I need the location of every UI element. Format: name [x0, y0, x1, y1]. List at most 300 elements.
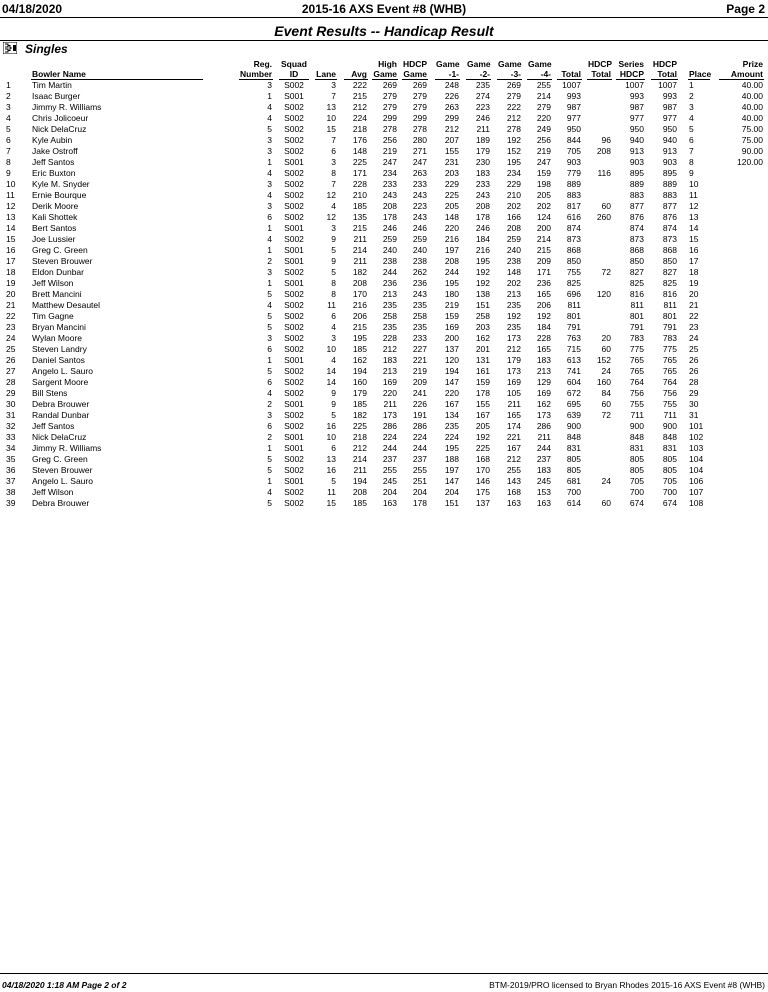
cell-avg: 179 — [352, 388, 367, 398]
table-row — [0, 201, 768, 212]
cell-name: Jeff Santos — [32, 421, 75, 431]
cell-reg: 1 — [267, 245, 272, 255]
report-footer — [0, 973, 768, 992]
column-header-hdcp_total-1: HDCP — [588, 59, 613, 69]
cell-squad: S002 — [284, 267, 304, 277]
table-row — [0, 157, 768, 168]
cell-avg: 225 — [352, 421, 367, 431]
cell-reg: 5 — [267, 454, 272, 464]
cell-g4: 214 — [536, 234, 551, 244]
cell-hdcp_total2: 874 — [662, 223, 677, 233]
cell-high: 169 — [382, 377, 397, 387]
column-header-prize-2: Amount — [730, 69, 763, 79]
cell-name: Kyle M. Snyder — [32, 179, 90, 189]
cell-g1: 204 — [444, 487, 459, 497]
cell-series_hdcp: 889 — [629, 179, 644, 189]
cell-g2: 137 — [475, 498, 490, 508]
cell-high: 208 — [382, 201, 397, 211]
cell-total: 613 — [566, 355, 581, 365]
cell-hdcp_game: 244 — [412, 443, 427, 453]
cell-g4: 198 — [536, 179, 551, 189]
cell-name: Isaac Burger — [32, 91, 81, 101]
cell-g1: 263 — [444, 102, 459, 112]
cell-hdcp_game: 278 — [412, 124, 427, 134]
cell-squad: S002 — [284, 201, 304, 211]
cell-squad: S002 — [284, 135, 304, 145]
cell-avg: 185 — [352, 201, 367, 211]
cell-squad: S002 — [284, 124, 304, 134]
cell-high: 240 — [382, 245, 397, 255]
cell-g4: 236 — [536, 278, 551, 288]
cell-high: 245 — [382, 476, 397, 486]
cell-g4: 129 — [536, 377, 551, 387]
cell-g4: 256 — [536, 135, 551, 145]
cell-total: 805 — [566, 465, 581, 475]
cell-g1: 197 — [444, 245, 459, 255]
cell-series_hdcp: 805 — [629, 465, 644, 475]
cell-place: 14 — [689, 223, 699, 233]
cell-hdcp_total2: 775 — [662, 344, 677, 354]
cell-g1: 212 — [444, 124, 459, 134]
cell-num: 36 — [6, 465, 16, 475]
cell-total: 715 — [566, 344, 581, 354]
cell-total: 681 — [566, 476, 581, 486]
cell-num: 5 — [6, 124, 11, 134]
cell-g2: 235 — [475, 80, 490, 90]
cell-hdcp_total2: 801 — [662, 311, 677, 321]
cell-g1: 235 — [444, 421, 459, 431]
cell-total: 883 — [566, 190, 581, 200]
cell-g2: 178 — [475, 388, 490, 398]
cell-hdcp_total2: 705 — [662, 476, 677, 486]
cell-place: 20 — [689, 289, 699, 299]
cell-hdcp_total2: 940 — [662, 135, 677, 145]
column-header-hdcp_total2-2: Total — [657, 69, 677, 79]
cell-g4: 165 — [536, 289, 551, 299]
table-row — [0, 124, 768, 135]
cell-num: 7 — [6, 146, 11, 156]
table-row — [0, 278, 768, 289]
cell-lane: 14 — [326, 366, 336, 376]
cell-avg: 214 — [352, 245, 367, 255]
cell-place: 103 — [689, 443, 704, 453]
cell-high: 237 — [382, 454, 397, 464]
cell-reg: 1 — [267, 157, 272, 167]
cell-total: 900 — [566, 421, 581, 431]
cell-g2: 243 — [475, 190, 490, 200]
cell-place: 4 — [689, 113, 694, 123]
cell-series_hdcp: 1007 — [625, 80, 644, 90]
cell-g3: 259 — [506, 234, 521, 244]
cell-name: Angelo L. Sauro — [32, 476, 93, 486]
cell-g3: 192 — [506, 311, 521, 321]
cell-reg: 2 — [267, 399, 272, 409]
cell-lane: 11 — [327, 487, 336, 497]
cell-series_hdcp: 900 — [629, 421, 644, 431]
cell-hdcp_total2: 848 — [662, 432, 677, 442]
cell-squad: S001 — [284, 245, 304, 255]
cell-num: 12 — [6, 201, 16, 211]
cell-squad: S002 — [284, 113, 304, 123]
cell-avg: 194 — [352, 366, 367, 376]
cell-g1: 203 — [444, 168, 459, 178]
cell-reg: 3 — [267, 333, 272, 343]
cell-g1: 248 — [444, 80, 459, 90]
cell-hdcp_game: 246 — [412, 223, 427, 233]
cell-g4: 202 — [536, 201, 551, 211]
cell-high: 278 — [382, 124, 397, 134]
cell-name: Brett Mancini — [32, 289, 82, 299]
cell-name: Greg C. Green — [32, 245, 88, 255]
cell-avg: 148 — [352, 146, 367, 156]
cell-name: Bert Santos — [32, 223, 77, 233]
cell-hdcp_game: 238 — [412, 256, 427, 266]
cell-place: 6 — [689, 135, 694, 145]
cell-avg: 208 — [352, 487, 367, 497]
column-header-hdcp_total-2: Total — [591, 69, 611, 79]
cell-total: 873 — [566, 234, 581, 244]
cell-g4: 200 — [536, 223, 551, 233]
cell-high: 246 — [382, 223, 397, 233]
cell-g4: 215 — [536, 245, 551, 255]
cell-g1: 219 — [444, 300, 459, 310]
cell-hdcp_total: 152 — [596, 355, 611, 365]
table-row — [0, 487, 768, 498]
cell-series_hdcp: 755 — [629, 399, 644, 409]
table-row — [0, 322, 768, 333]
cell-squad: S001 — [284, 91, 304, 101]
cell-hdcp_total: 96 — [601, 135, 611, 145]
cell-hdcp_game: 262 — [412, 267, 427, 277]
cell-avg: 182 — [352, 267, 367, 277]
cell-name: Steven Landry — [32, 344, 87, 354]
cell-place: 25 — [689, 344, 699, 354]
cell-series_hdcp: 877 — [629, 201, 644, 211]
cell-squad: S002 — [284, 300, 304, 310]
cell-g1: 207 — [444, 135, 459, 145]
cell-hdcp_total: 72 — [601, 267, 611, 277]
cell-name: Ernie Bourque — [32, 190, 87, 200]
cell-g1: 120 — [444, 355, 459, 365]
cell-name: Eldon Dunbar — [32, 267, 84, 277]
cell-g1: 225 — [444, 190, 459, 200]
cell-hdcp_game: 243 — [412, 190, 427, 200]
cell-squad: S001 — [284, 399, 304, 409]
cell-lane: 4 — [331, 201, 336, 211]
table-row — [0, 234, 768, 245]
cell-g1: 148 — [444, 212, 459, 222]
cell-hdcp_game: 191 — [412, 410, 427, 420]
cell-lane: 13 — [326, 102, 336, 112]
cell-hdcp_game: 224 — [412, 432, 427, 442]
cell-total: 801 — [566, 311, 581, 321]
cell-g4: 206 — [536, 300, 551, 310]
cell-g2: 195 — [475, 256, 490, 266]
cell-g4: 213 — [536, 366, 551, 376]
cell-squad: S002 — [284, 212, 304, 222]
cell-hdcp_total2: 711 — [663, 410, 677, 420]
table-row — [0, 355, 768, 366]
cell-series_hdcp: 765 — [629, 355, 644, 365]
cell-g3: 210 — [506, 190, 521, 200]
cell-series_hdcp: 827 — [629, 267, 644, 277]
footer-timestamp: 04/18/2020 1:18 AM Page 2 of 2 — [2, 980, 127, 990]
cell-g3: 192 — [506, 135, 521, 145]
cell-hdcp_total: 120 — [596, 289, 611, 299]
cell-hdcp_total2: 831 — [662, 443, 677, 453]
column-header-reg-2: Number — [240, 69, 273, 79]
cell-lane: 15 — [326, 498, 336, 508]
cell-reg: 1 — [267, 476, 272, 486]
cell-g1: 205 — [444, 201, 459, 211]
table-row — [0, 212, 768, 223]
cell-reg: 4 — [267, 190, 272, 200]
cell-num: 29 — [6, 388, 16, 398]
column-header-avg-2: Avg — [351, 69, 367, 79]
column-header-g4-1: Game — [528, 59, 552, 69]
cell-lane: 9 — [331, 399, 336, 409]
table-row — [0, 146, 768, 157]
cell-avg: 210 — [352, 190, 367, 200]
cell-g1: 188 — [444, 454, 459, 464]
cell-name: Matthew Desautel — [32, 300, 101, 310]
cell-num: 3 — [6, 102, 11, 112]
cell-total: 805 — [566, 454, 581, 464]
cell-g2: 170 — [475, 465, 490, 475]
cell-high: 244 — [382, 267, 397, 277]
cell-avg: 211 — [353, 465, 367, 475]
cell-total: 779 — [566, 168, 581, 178]
cell-g4: 173 — [536, 410, 551, 420]
cell-total: 616 — [566, 212, 581, 222]
cell-high: 233 — [382, 179, 397, 189]
cell-series_hdcp: 868 — [629, 245, 644, 255]
cell-lane: 7 — [331, 91, 336, 101]
cell-g2: 192 — [475, 432, 490, 442]
cell-place: 108 — [689, 498, 704, 508]
table-row — [0, 102, 768, 113]
cell-g4: 159 — [536, 168, 551, 178]
cell-total: 850 — [566, 256, 581, 266]
table-row — [0, 289, 768, 300]
cell-place: 107 — [689, 487, 704, 497]
cell-g4: 219 — [536, 146, 551, 156]
cell-hdcp_total2: 700 — [662, 487, 677, 497]
cell-high: 213 — [382, 366, 397, 376]
cell-hdcp_game: 241 — [412, 388, 427, 398]
cell-place: 18 — [689, 267, 699, 277]
cell-g1: 180 — [444, 289, 459, 299]
cell-high: 228 — [382, 333, 397, 343]
cell-name: Debra Brouwer — [32, 498, 90, 508]
table-row — [0, 333, 768, 344]
cell-g4: 163 — [536, 498, 551, 508]
cell-g2: 211 — [476, 124, 490, 134]
cell-g1: 200 — [444, 333, 459, 343]
cell-g4: 279 — [536, 102, 551, 112]
cell-hdcp_total2: 805 — [662, 454, 677, 464]
cell-prize: 40.00 — [741, 113, 763, 123]
cell-g2: 183 — [475, 168, 490, 178]
cell-g1: 197 — [444, 465, 459, 475]
cell-g4: 183 — [536, 355, 551, 365]
cell-g3: 174 — [506, 421, 521, 431]
cell-hdcp_game: 271 — [412, 146, 427, 156]
cell-series_hdcp: 705 — [629, 476, 644, 486]
cell-place: 26 — [689, 366, 699, 376]
cell-series_hdcp: 700 — [629, 487, 644, 497]
cell-num: 27 — [6, 366, 16, 376]
cell-num: 35 — [6, 454, 16, 464]
cell-hdcp_total: 84 — [601, 388, 611, 398]
cell-place: 9 — [689, 168, 694, 178]
cell-reg: 2 — [267, 256, 272, 266]
cell-reg: 3 — [267, 135, 272, 145]
cell-hdcp_game: 258 — [412, 311, 427, 321]
cell-avg: 214 — [352, 454, 367, 464]
cell-name: Eric Buxton — [32, 168, 76, 178]
cell-hdcp_total2: 805 — [662, 465, 677, 475]
cell-place: 29 — [689, 388, 699, 398]
cell-total: 811 — [567, 300, 581, 310]
cell-hdcp_game: 255 — [412, 465, 427, 475]
cell-g3: 240 — [506, 245, 521, 255]
cell-total: 696 — [566, 289, 581, 299]
table-row — [0, 135, 768, 146]
cell-g3: 166 — [506, 212, 521, 222]
cell-prize: 40.00 — [741, 80, 763, 90]
cell-num: 21 — [6, 300, 16, 310]
cell-num: 30 — [6, 399, 16, 409]
cell-g1: 169 — [444, 322, 459, 332]
cell-avg: 215 — [352, 223, 367, 233]
cell-total: 874 — [566, 223, 581, 233]
cell-hdcp_game: 279 — [412, 91, 427, 101]
cell-squad: S001 — [284, 443, 304, 453]
cell-g1: 155 — [444, 146, 459, 156]
cell-g1: 244 — [444, 267, 459, 277]
cell-g4: 286 — [536, 421, 551, 431]
cell-g3: 212 — [506, 344, 521, 354]
cell-g2: 175 — [475, 487, 490, 497]
cell-place: 26 — [689, 355, 699, 365]
column-header-g2-2: -2- — [479, 69, 490, 79]
cell-hdcp_total2: 903 — [662, 157, 677, 167]
cell-squad: S002 — [284, 388, 304, 398]
cell-hdcp_game: 251 — [412, 476, 427, 486]
cell-num: 13 — [6, 212, 16, 222]
column-header-g3-1: Game — [498, 59, 522, 69]
cell-series_hdcp: 825 — [629, 278, 644, 288]
cell-num: 11 — [6, 190, 15, 200]
cell-num: 31 — [6, 410, 16, 420]
cell-series_hdcp: 950 — [629, 124, 644, 134]
cell-lane: 3 — [331, 223, 336, 233]
cell-total: 700 — [566, 487, 581, 497]
cell-num: 1 — [6, 80, 11, 90]
cell-g3: 221 — [506, 432, 521, 442]
cell-num: 4 — [6, 113, 11, 123]
cell-series_hdcp: 873 — [629, 234, 644, 244]
cell-g4: 169 — [536, 388, 551, 398]
cell-g1: 229 — [444, 179, 459, 189]
table-row — [0, 190, 768, 201]
cell-num: 32 — [6, 421, 16, 431]
cell-avg: 182 — [352, 410, 367, 420]
cell-squad: S002 — [284, 333, 304, 343]
cell-lane: 11 — [327, 300, 336, 310]
cell-g1: 137 — [444, 344, 459, 354]
cell-place: 15 — [689, 234, 699, 244]
cell-high: 178 — [382, 212, 397, 222]
cell-reg: 5 — [267, 311, 272, 321]
report-header — [0, 0, 768, 18]
cell-hdcp_total2: 883 — [662, 190, 677, 200]
cell-avg: 185 — [352, 399, 367, 409]
cell-high: 235 — [382, 300, 397, 310]
cell-high: 238 — [382, 256, 397, 266]
cell-total: 903 — [566, 157, 581, 167]
cell-high: 244 — [382, 443, 397, 453]
cell-num: 23 — [6, 322, 16, 332]
cell-series_hdcp: 674 — [629, 498, 644, 508]
cell-hdcp_game: 247 — [412, 157, 427, 167]
cell-prize: 120.00 — [737, 157, 763, 167]
table-row — [0, 443, 768, 454]
cell-name: Bill Stens — [32, 388, 68, 398]
cell-total: 993 — [566, 91, 581, 101]
cell-lane: 7 — [331, 179, 336, 189]
cell-g3: 235 — [506, 322, 521, 332]
cell-place: 7 — [689, 146, 694, 156]
cell-squad: S002 — [284, 377, 304, 387]
cell-place: 23 — [689, 322, 699, 332]
cell-series_hdcp: 831 — [629, 443, 644, 453]
title-divider — [0, 40, 768, 41]
column-header-hdcp_total2-1: HDCP — [652, 59, 677, 69]
cell-high: 299 — [382, 113, 397, 123]
cell-reg: 3 — [267, 80, 272, 90]
cell-num: 25 — [6, 344, 16, 354]
table-row — [0, 223, 768, 234]
cell-squad: S002 — [284, 465, 304, 475]
cell-total: 1007 — [562, 80, 581, 90]
cell-squad: S001 — [284, 256, 304, 266]
cell-name: Steven Brouwer — [32, 256, 93, 266]
cell-g3: 202 — [506, 201, 521, 211]
table-row — [0, 256, 768, 267]
cell-g2: 146 — [475, 476, 490, 486]
column-header-g4-2: -4- — [540, 69, 551, 79]
cell-avg: 216 — [352, 300, 367, 310]
cell-g3: 169 — [506, 377, 521, 387]
column-header-hdcp_game-1: HDCP — [403, 59, 428, 69]
cell-g3: 229 — [506, 179, 521, 189]
cell-g4: 255 — [536, 80, 551, 90]
cell-g3: 238 — [506, 256, 521, 266]
cell-total: 889 — [566, 179, 581, 189]
column-header-high-2: Game — [373, 69, 397, 79]
cell-name: Nick DelaCruz — [32, 124, 87, 134]
cell-g1: 220 — [444, 223, 459, 233]
table-row — [0, 179, 768, 190]
cell-avg: 218 — [352, 432, 367, 442]
cell-g4: 183 — [536, 465, 551, 475]
cell-hdcp_total2: 756 — [662, 388, 677, 398]
table-row — [0, 168, 768, 179]
cell-hdcp_total2: 876 — [662, 212, 677, 222]
cell-num: 9 — [6, 168, 11, 178]
